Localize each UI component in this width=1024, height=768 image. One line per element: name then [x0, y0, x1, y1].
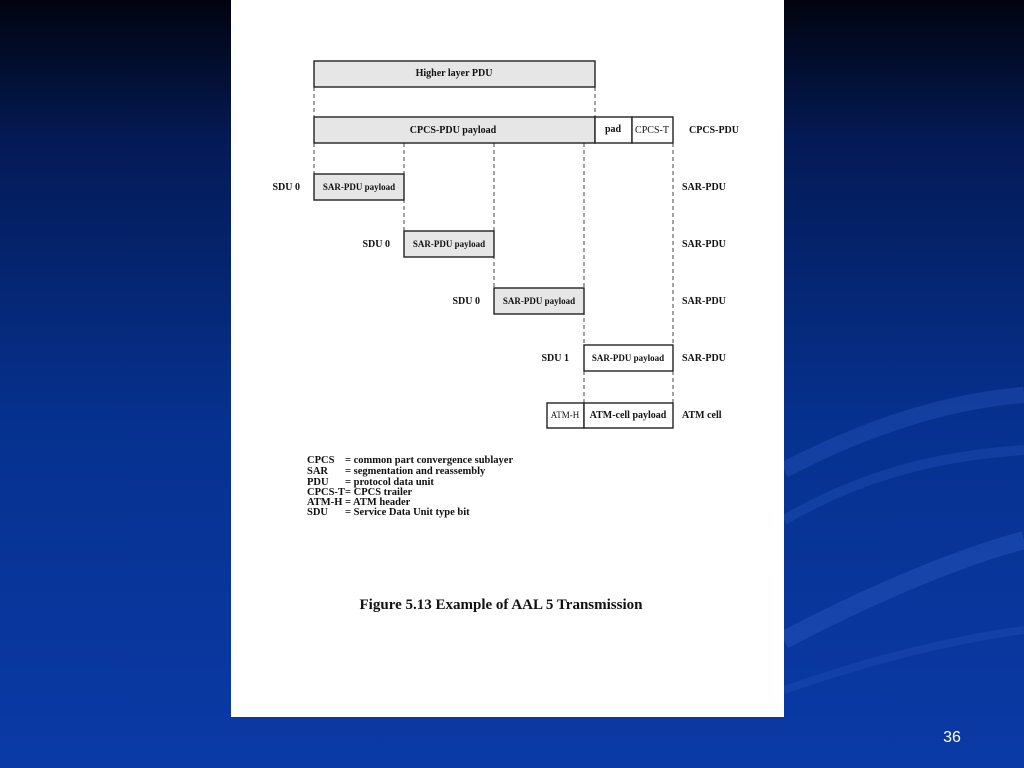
- aal5-diagram: [231, 0, 784, 717]
- legend-term: PDU: [307, 477, 329, 488]
- legend-definition: = common part convergence sublayer: [345, 455, 514, 466]
- legend-term: CPCS: [307, 455, 335, 466]
- sar-row-2: [362, 231, 725, 257]
- higher-layer-pdu-label: Higher layer PDU: [415, 68, 493, 79]
- cpcs-pdu-payload-label: CPCS-PDU payload: [409, 125, 497, 136]
- atm-cell-label: ATM cell: [682, 410, 722, 421]
- sar-pdu-label: SAR-PDU: [682, 296, 726, 307]
- legend: [307, 455, 513, 518]
- legend-definition: = protocol data unit: [345, 477, 434, 488]
- sar-pdu-payload-label: SAR-PDU payload: [591, 353, 665, 363]
- legend-definition: = ATM header: [345, 497, 411, 508]
- legend-definition: = segmentation and reassembly: [345, 466, 486, 477]
- sar-pdu-label: SAR-PDU: [682, 182, 726, 193]
- pad-label: pad: [604, 124, 622, 135]
- figure-caption: Figure 5.13 Example of AAL 5 Transmission: [359, 597, 643, 613]
- atm-cell-row: [547, 403, 722, 428]
- sar-pdu-payload-label: SAR-PDU payload: [502, 296, 576, 306]
- sdu-label: SDU 0: [272, 182, 300, 193]
- sar-pdu-label: SAR-PDU: [682, 239, 726, 250]
- atm-h-label: ATM-H: [550, 410, 580, 420]
- sar-row-3: [452, 288, 725, 314]
- legend-definition: = Service Data Unit type bit: [345, 507, 470, 518]
- legend-term: CPCS-T: [307, 487, 345, 498]
- sdu-label: SDU 0: [362, 239, 390, 250]
- sar-pdu-payload-label: SAR-PDU payload: [412, 239, 486, 249]
- cpcs-pdu-row: [314, 117, 739, 143]
- sar-row-4: [541, 345, 725, 371]
- cpcs-t-label: CPCS-T: [635, 125, 669, 136]
- sdu-label: SDU 0: [452, 296, 480, 307]
- sar-row-1: [272, 174, 725, 200]
- sdu-label: SDU 1: [541, 353, 569, 364]
- figure-panel: [231, 0, 784, 717]
- higher-layer-pdu-box: [314, 61, 595, 87]
- legend-definition: = CPCS trailer: [345, 487, 413, 498]
- legend-term: ATM-H: [307, 497, 343, 508]
- slide-number: 36: [943, 729, 961, 746]
- sar-pdu-label: SAR-PDU: [682, 353, 726, 364]
- legend-term: SAR: [307, 466, 329, 477]
- cpcs-pdu-label: CPCS-PDU: [689, 125, 739, 136]
- sar-pdu-payload-label: SAR-PDU payload: [322, 182, 396, 192]
- atm-cell-payload-label: ATM-cell payload: [589, 410, 667, 421]
- legend-term: SDU: [307, 507, 329, 518]
